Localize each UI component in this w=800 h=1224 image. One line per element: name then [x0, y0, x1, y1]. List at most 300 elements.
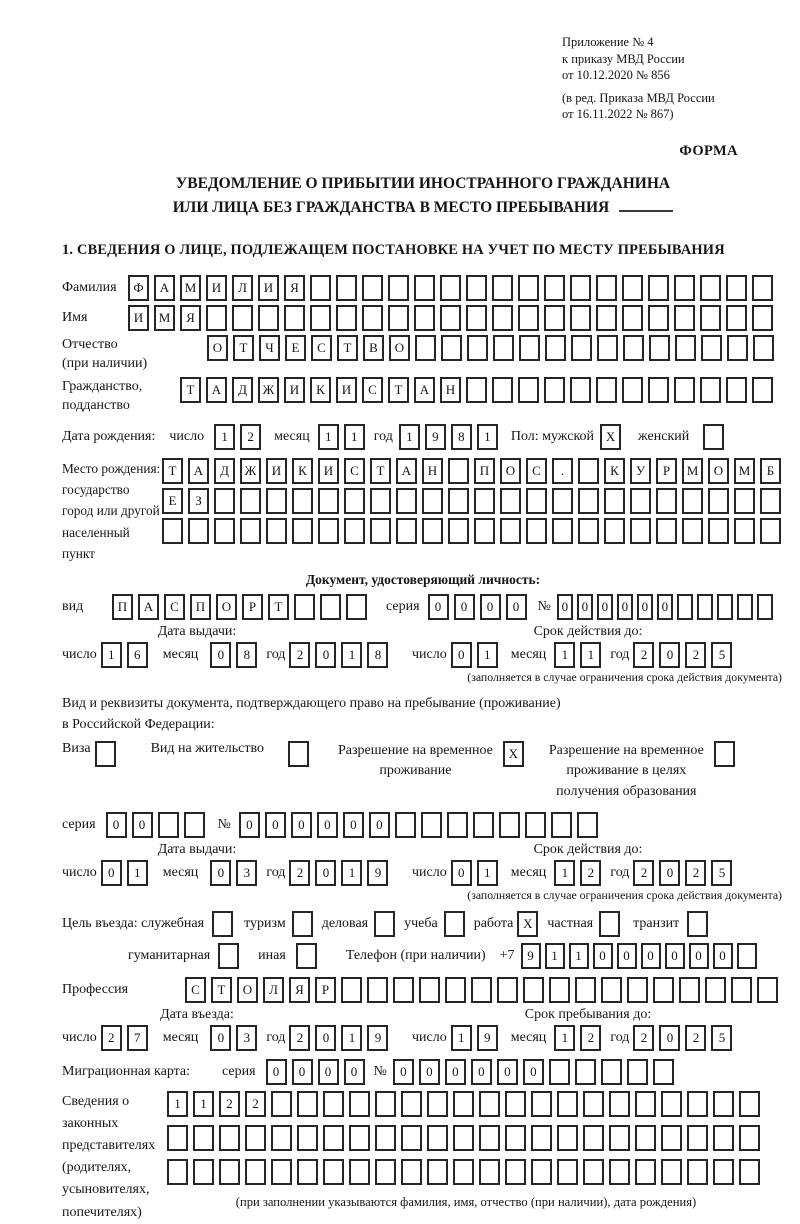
char-cell[interactable]	[674, 377, 695, 403]
char-cell[interactable]	[622, 305, 643, 331]
char-cell[interactable]	[479, 1125, 500, 1151]
char-cell[interactable]	[701, 335, 722, 361]
char-cell[interactable]	[544, 305, 565, 331]
char-cell[interactable]: 2	[633, 860, 654, 886]
char-cell[interactable]	[700, 377, 721, 403]
char-cell[interactable]	[577, 812, 598, 838]
char-cell[interactable]: 1	[399, 424, 420, 450]
char-cell[interactable]	[297, 1091, 318, 1117]
char-cell[interactable]	[549, 1059, 570, 1085]
char-cell[interactable]: З	[188, 488, 209, 514]
char-cell[interactable]: 0	[106, 812, 127, 838]
char-cell[interactable]	[523, 977, 544, 1003]
char-cell[interactable]: 0	[657, 594, 673, 620]
char-cell[interactable]: 0	[713, 943, 733, 969]
char-cell[interactable]: Т	[268, 594, 289, 620]
char-cell[interactable]: И	[284, 377, 305, 403]
char-cell[interactable]: 6	[127, 642, 148, 668]
char-cell[interactable]	[596, 275, 617, 301]
char-cell[interactable]: Р	[242, 594, 263, 620]
char-cell[interactable]	[583, 1091, 604, 1117]
char-cell[interactable]: .	[552, 458, 573, 484]
char-cell[interactable]	[604, 518, 625, 544]
char-cell[interactable]: 0	[315, 1025, 336, 1051]
char-cell[interactable]: 1	[193, 1091, 214, 1117]
char-cell[interactable]	[440, 275, 461, 301]
char-cell[interactable]	[219, 1159, 240, 1185]
char-cell[interactable]	[499, 812, 520, 838]
char-cell[interactable]	[414, 305, 435, 331]
char-cell[interactable]: 1	[167, 1091, 188, 1117]
char-cell[interactable]: 0	[393, 1059, 414, 1085]
char-cell[interactable]: И	[258, 275, 279, 301]
char-cell[interactable]: 0	[480, 594, 501, 620]
char-cell[interactable]	[726, 275, 747, 301]
char-cell[interactable]: 2	[685, 1025, 706, 1051]
char-cell[interactable]	[193, 1125, 214, 1151]
char-cell[interactable]: 1	[214, 424, 235, 450]
char-cell[interactable]	[466, 377, 487, 403]
char-cell[interactable]: Т	[388, 377, 409, 403]
char-cell[interactable]	[323, 1125, 344, 1151]
char-cell[interactable]	[284, 305, 305, 331]
char-cell[interactable]	[557, 1125, 578, 1151]
char-cell[interactable]: П	[474, 458, 495, 484]
char-cell[interactable]	[323, 1091, 344, 1117]
char-cell[interactable]	[505, 1159, 526, 1185]
char-cell[interactable]: 1	[554, 642, 575, 668]
char-cell[interactable]: 5	[711, 1025, 732, 1051]
char-cell[interactable]: Д	[232, 377, 253, 403]
char-cell[interactable]: М	[180, 275, 201, 301]
char-cell[interactable]	[648, 275, 669, 301]
char-cell[interactable]	[727, 335, 748, 361]
char-cell[interactable]: А	[206, 377, 227, 403]
char-cell[interactable]: С	[311, 335, 332, 361]
char-cell[interactable]	[266, 488, 287, 514]
char-cell[interactable]	[271, 1091, 292, 1117]
char-cell[interactable]: 8	[367, 642, 388, 668]
char-cell[interactable]: 0	[210, 860, 231, 886]
char-cell[interactable]	[505, 1091, 526, 1117]
char-cell[interactable]	[453, 1125, 474, 1151]
char-cell[interactable]: Т	[211, 977, 232, 1003]
char-cell[interactable]	[622, 275, 643, 301]
char-cell[interactable]: 0	[523, 1059, 544, 1085]
char-cell[interactable]: 0	[597, 594, 613, 620]
char-cell[interactable]	[596, 377, 617, 403]
char-cell[interactable]: О	[389, 335, 410, 361]
char-cell[interactable]	[318, 518, 339, 544]
char-cell[interactable]	[440, 305, 461, 331]
char-cell[interactable]	[367, 977, 388, 1003]
char-cell[interactable]	[336, 305, 357, 331]
char-cell[interactable]	[396, 488, 417, 514]
char-cell[interactable]	[752, 275, 773, 301]
char-cell[interactable]	[649, 335, 670, 361]
char-cell[interactable]: 1	[341, 860, 362, 886]
char-cell[interactable]	[635, 1091, 656, 1117]
char-cell[interactable]: 0	[315, 860, 336, 886]
char-cell[interactable]	[544, 377, 565, 403]
char-cell[interactable]: И	[336, 377, 357, 403]
char-cell[interactable]: 0	[641, 943, 661, 969]
char-cell[interactable]	[526, 518, 547, 544]
char-cell[interactable]	[551, 812, 572, 838]
char-cell[interactable]: 5	[711, 860, 732, 886]
char-cell[interactable]	[557, 1091, 578, 1117]
char-cell[interactable]	[739, 1125, 760, 1151]
char-cell[interactable]: 0	[292, 1059, 313, 1085]
char-cell[interactable]: И	[206, 275, 227, 301]
char-cell[interactable]	[753, 335, 774, 361]
char-cell[interactable]	[388, 275, 409, 301]
char-cell[interactable]: Р	[656, 458, 677, 484]
char-cell[interactable]	[623, 335, 644, 361]
char-cell[interactable]	[760, 518, 781, 544]
char-cell[interactable]: 0	[239, 812, 260, 838]
char-cell[interactable]	[630, 488, 651, 514]
char-cell[interactable]: 0	[451, 860, 472, 886]
char-cell[interactable]	[349, 1159, 370, 1185]
char-cell[interactable]	[466, 305, 487, 331]
char-cell[interactable]: 1	[451, 1025, 472, 1051]
char-cell[interactable]	[731, 977, 752, 1003]
char-cell[interactable]: 2	[685, 860, 706, 886]
char-cell[interactable]	[258, 305, 279, 331]
char-cell[interactable]: Ф	[128, 275, 149, 301]
char-cell[interactable]: Л	[232, 275, 253, 301]
char-cell[interactable]: 1	[341, 642, 362, 668]
char-cell[interactable]	[630, 518, 651, 544]
char-cell[interactable]	[682, 518, 703, 544]
char-cell[interactable]	[687, 1091, 708, 1117]
char-cell[interactable]: Я	[180, 305, 201, 331]
char-cell[interactable]	[531, 1125, 552, 1151]
char-cell[interactable]	[575, 1059, 596, 1085]
char-cell[interactable]	[374, 911, 395, 937]
char-cell[interactable]: Ж	[240, 458, 261, 484]
char-cell[interactable]: 1	[101, 642, 122, 668]
char-cell[interactable]	[401, 1091, 422, 1117]
char-cell[interactable]	[444, 911, 465, 937]
char-cell[interactable]	[622, 377, 643, 403]
char-cell[interactable]	[349, 1125, 370, 1151]
char-cell[interactable]: Е	[162, 488, 183, 514]
char-cell[interactable]	[500, 488, 521, 514]
char-cell[interactable]	[310, 275, 331, 301]
char-cell[interactable]	[393, 977, 414, 1003]
char-cell[interactable]: 0	[617, 594, 633, 620]
char-cell[interactable]: X	[600, 424, 621, 450]
char-cell[interactable]: Т	[233, 335, 254, 361]
char-cell[interactable]: К	[310, 377, 331, 403]
char-cell[interactable]	[575, 977, 596, 1003]
char-cell[interactable]	[448, 488, 469, 514]
char-cell[interactable]	[422, 488, 443, 514]
char-cell[interactable]: 1	[477, 642, 498, 668]
char-cell[interactable]: Ч	[259, 335, 280, 361]
char-cell[interactable]: О	[500, 458, 521, 484]
char-cell[interactable]: К	[292, 458, 313, 484]
char-cell[interactable]: X	[503, 741, 524, 767]
char-cell[interactable]: 1	[477, 860, 498, 886]
char-cell[interactable]: С	[185, 977, 206, 1003]
char-cell[interactable]: Л	[263, 977, 284, 1003]
char-cell[interactable]: 2	[580, 1025, 601, 1051]
char-cell[interactable]: 0	[689, 943, 709, 969]
char-cell[interactable]	[240, 518, 261, 544]
char-cell[interactable]: 0	[659, 860, 680, 886]
char-cell[interactable]	[757, 594, 773, 620]
char-cell[interactable]: 2	[289, 860, 310, 886]
char-cell[interactable]: 0	[506, 594, 527, 620]
char-cell[interactable]	[184, 812, 205, 838]
char-cell[interactable]	[737, 943, 757, 969]
char-cell[interactable]	[708, 518, 729, 544]
char-cell[interactable]	[447, 812, 468, 838]
char-cell[interactable]	[525, 812, 546, 838]
char-cell[interactable]	[682, 488, 703, 514]
char-cell[interactable]	[705, 977, 726, 1003]
char-cell[interactable]	[583, 1125, 604, 1151]
char-cell[interactable]: 1	[554, 860, 575, 886]
char-cell[interactable]: 1	[341, 1025, 362, 1051]
char-cell[interactable]	[474, 518, 495, 544]
char-cell[interactable]	[422, 518, 443, 544]
char-cell[interactable]	[713, 1091, 734, 1117]
char-cell[interactable]: У	[630, 458, 651, 484]
char-cell[interactable]	[734, 518, 755, 544]
char-cell[interactable]	[427, 1125, 448, 1151]
char-cell[interactable]	[583, 1159, 604, 1185]
char-cell[interactable]: Б	[760, 458, 781, 484]
char-cell[interactable]: 0	[419, 1059, 440, 1085]
char-cell[interactable]	[734, 488, 755, 514]
char-cell[interactable]	[158, 812, 179, 838]
char-cell[interactable]: И	[318, 458, 339, 484]
char-cell[interactable]	[206, 305, 227, 331]
char-cell[interactable]: 0	[343, 812, 364, 838]
char-cell[interactable]	[609, 1159, 630, 1185]
char-cell[interactable]	[448, 518, 469, 544]
char-cell[interactable]	[648, 377, 669, 403]
char-cell[interactable]: А	[138, 594, 159, 620]
char-cell[interactable]: 9	[477, 1025, 498, 1051]
char-cell[interactable]: 1	[344, 424, 365, 450]
char-cell[interactable]	[266, 518, 287, 544]
char-cell[interactable]	[297, 1159, 318, 1185]
char-cell[interactable]: 0	[445, 1059, 466, 1085]
char-cell[interactable]	[445, 977, 466, 1003]
char-cell[interactable]: 0	[454, 594, 475, 620]
char-cell[interactable]	[739, 1091, 760, 1117]
char-cell[interactable]	[344, 488, 365, 514]
char-cell[interactable]: 0	[557, 594, 573, 620]
char-cell[interactable]	[292, 911, 313, 937]
char-cell[interactable]: 0	[659, 1025, 680, 1051]
char-cell[interactable]	[737, 594, 753, 620]
char-cell[interactable]: 2	[633, 1025, 654, 1051]
char-cell[interactable]: 0	[344, 1059, 365, 1085]
char-cell[interactable]: К	[604, 458, 625, 484]
char-cell[interactable]	[505, 1125, 526, 1151]
char-cell[interactable]: 0	[497, 1059, 518, 1085]
char-cell[interactable]: 9	[521, 943, 541, 969]
char-cell[interactable]: 0	[369, 812, 390, 838]
char-cell[interactable]: 9	[367, 1025, 388, 1051]
char-cell[interactable]: Т	[337, 335, 358, 361]
char-cell[interactable]	[713, 1125, 734, 1151]
char-cell[interactable]	[395, 812, 416, 838]
char-cell[interactable]	[193, 1159, 214, 1185]
char-cell[interactable]	[401, 1125, 422, 1151]
char-cell[interactable]	[245, 1125, 266, 1151]
char-cell[interactable]: Ж	[258, 377, 279, 403]
char-cell[interactable]	[597, 335, 618, 361]
char-cell[interactable]: С	[344, 458, 365, 484]
char-cell[interactable]: 3	[236, 1025, 257, 1051]
char-cell[interactable]: 9	[367, 860, 388, 886]
char-cell[interactable]: Д	[214, 458, 235, 484]
char-cell[interactable]	[714, 741, 735, 767]
char-cell[interactable]	[288, 741, 309, 767]
char-cell[interactable]	[167, 1159, 188, 1185]
char-cell[interactable]	[479, 1159, 500, 1185]
char-cell[interactable]: 2	[245, 1091, 266, 1117]
char-cell[interactable]	[687, 1159, 708, 1185]
char-cell[interactable]	[218, 943, 239, 969]
char-cell[interactable]	[697, 594, 713, 620]
char-cell[interactable]	[401, 1159, 422, 1185]
char-cell[interactable]	[388, 305, 409, 331]
char-cell[interactable]	[518, 305, 539, 331]
char-cell[interactable]: 8	[236, 642, 257, 668]
char-cell[interactable]	[601, 977, 622, 1003]
char-cell[interactable]	[674, 305, 695, 331]
char-cell[interactable]: 2	[633, 642, 654, 668]
char-cell[interactable]: А	[188, 458, 209, 484]
char-cell[interactable]: 0	[291, 812, 312, 838]
char-cell[interactable]	[492, 377, 513, 403]
char-cell[interactable]	[245, 1159, 266, 1185]
char-cell[interactable]	[370, 518, 391, 544]
char-cell[interactable]: Т	[370, 458, 391, 484]
char-cell[interactable]	[570, 305, 591, 331]
char-cell[interactable]: М	[682, 458, 703, 484]
char-cell[interactable]	[653, 1059, 674, 1085]
char-cell[interactable]	[739, 1159, 760, 1185]
char-cell[interactable]	[531, 1091, 552, 1117]
char-cell[interactable]	[188, 518, 209, 544]
char-cell[interactable]	[448, 458, 469, 484]
char-cell[interactable]: 0	[210, 642, 231, 668]
char-cell[interactable]: С	[362, 377, 383, 403]
char-cell[interactable]	[679, 977, 700, 1003]
char-cell[interactable]	[167, 1125, 188, 1151]
char-cell[interactable]	[497, 977, 518, 1003]
char-cell[interactable]: 2	[240, 424, 261, 450]
char-cell[interactable]	[453, 1091, 474, 1117]
char-cell[interactable]: 1	[580, 642, 601, 668]
char-cell[interactable]	[292, 488, 313, 514]
char-cell[interactable]: 0	[210, 1025, 231, 1051]
char-cell[interactable]	[700, 305, 721, 331]
char-cell[interactable]: 2	[289, 1025, 310, 1051]
char-cell[interactable]	[635, 1159, 656, 1185]
char-cell[interactable]	[752, 377, 773, 403]
char-cell[interactable]	[599, 911, 620, 937]
char-cell[interactable]: 1	[554, 1025, 575, 1051]
char-cell[interactable]: С	[526, 458, 547, 484]
char-cell[interactable]: 0	[428, 594, 449, 620]
char-cell[interactable]	[414, 275, 435, 301]
char-cell[interactable]	[500, 518, 521, 544]
char-cell[interactable]	[661, 1125, 682, 1151]
char-cell[interactable]: Я	[284, 275, 305, 301]
char-cell[interactable]	[292, 518, 313, 544]
char-cell[interactable]: О	[207, 335, 228, 361]
char-cell[interactable]	[713, 1159, 734, 1185]
char-cell[interactable]: 5	[711, 642, 732, 668]
char-cell[interactable]	[661, 1091, 682, 1117]
char-cell[interactable]: 1	[545, 943, 565, 969]
char-cell[interactable]: И	[128, 305, 149, 331]
char-cell[interactable]	[531, 1159, 552, 1185]
char-cell[interactable]	[219, 1125, 240, 1151]
char-cell[interactable]	[760, 488, 781, 514]
char-cell[interactable]	[552, 518, 573, 544]
char-cell[interactable]	[578, 458, 599, 484]
char-cell[interactable]	[375, 1091, 396, 1117]
char-cell[interactable]: 0	[317, 812, 338, 838]
char-cell[interactable]: 1	[477, 424, 498, 450]
char-cell[interactable]	[578, 488, 599, 514]
char-cell[interactable]	[419, 977, 440, 1003]
char-cell[interactable]	[346, 594, 367, 620]
char-cell[interactable]: Р	[315, 977, 336, 1003]
char-cell[interactable]	[212, 911, 233, 937]
char-cell[interactable]	[344, 518, 365, 544]
char-cell[interactable]	[492, 305, 513, 331]
char-cell[interactable]: Н	[422, 458, 443, 484]
char-cell[interactable]: 0	[471, 1059, 492, 1085]
char-cell[interactable]	[349, 1091, 370, 1117]
char-cell[interactable]	[545, 335, 566, 361]
char-cell[interactable]	[467, 335, 488, 361]
char-cell[interactable]	[526, 488, 547, 514]
char-cell[interactable]	[323, 1159, 344, 1185]
char-cell[interactable]	[726, 305, 747, 331]
char-cell[interactable]	[656, 488, 677, 514]
char-cell[interactable]: А	[396, 458, 417, 484]
char-cell[interactable]	[370, 488, 391, 514]
char-cell[interactable]	[677, 594, 693, 620]
char-cell[interactable]: 0	[617, 943, 637, 969]
char-cell[interactable]: В	[363, 335, 384, 361]
char-cell[interactable]	[549, 977, 570, 1003]
char-cell[interactable]: 0	[132, 812, 153, 838]
char-cell[interactable]	[518, 377, 539, 403]
char-cell[interactable]	[479, 1091, 500, 1117]
char-cell[interactable]	[427, 1159, 448, 1185]
char-cell[interactable]: М	[734, 458, 755, 484]
char-cell[interactable]	[466, 275, 487, 301]
char-cell[interactable]	[415, 335, 436, 361]
char-cell[interactable]	[627, 977, 648, 1003]
char-cell[interactable]	[240, 488, 261, 514]
char-cell[interactable]	[519, 335, 540, 361]
